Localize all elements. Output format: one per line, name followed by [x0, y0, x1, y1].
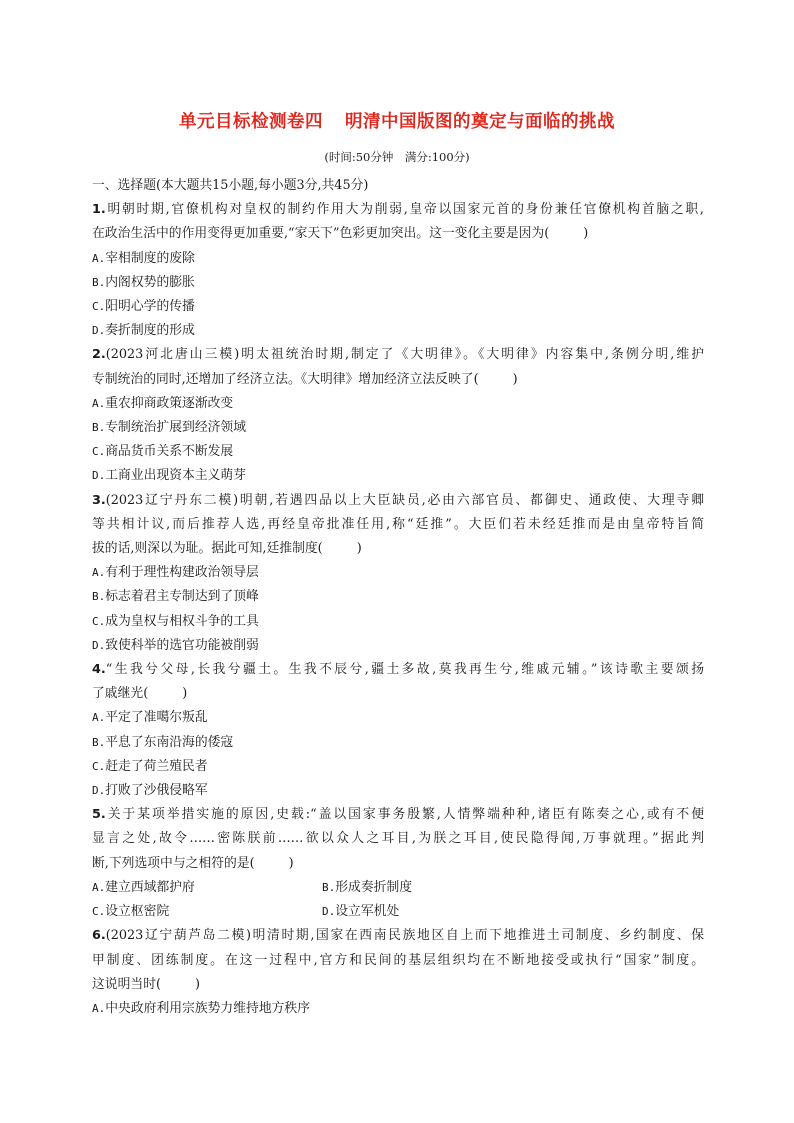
option-c: C.商品货币关系不断发展 — [92, 444, 234, 460]
question-4: 4.“生我兮父母,长我兮疆土。生我不辰兮,疆土多故,莫我再生兮,维戚元辅。”该诗歌主要颂扬 了戚继光( ) A.平定了准噶尔叛乱 B.平息了东南沿海的倭寇 C.赶走了荷兰殖民者 D.打败了沙俄侵略军 — [92, 658, 704, 803]
option-d: D.工商业出现资本主义萌芽 — [92, 468, 247, 484]
option-a: A.建立西域都护府 — [92, 879, 195, 895]
question-1: 1.明朝时期,官僚机构对皇权的制约作用大为削弱,皇帝以国家元首的身份兼任官僚机构首脑之职, 在政治生活中的作用变得更加重要,“家天下”色彩更加突出。这一变化主要是因为( ) A.宰相制度的废除 B.内阁权势的膨胀 C.阳明心学的传播 D.奏折制度的形成 — [92, 198, 704, 343]
option-a: A.有利于理性构建政治领导层 — [92, 565, 259, 581]
exam-info: (时间:50分钟 满分:100分) — [324, 150, 470, 164]
option-b: B.内阁权势的膨胀 — [92, 274, 195, 290]
option-c: C.成为皇权与相权斗争的工具 — [92, 613, 259, 629]
option-c: C.阳明心学的传播 — [92, 299, 195, 315]
question-list — [92, 174, 704, 1021]
option-d: D.打败了沙俄侵略军 — [92, 783, 208, 799]
question-6: 6.(2023辽宁葫芦岛二模)明清时期,国家在西南民族地区自上而下地推进土司制度、乡约制度、保 甲制度、团练制度。在这一过程中,官方和民间的基层组织均在不断地接受或执行“国家”制度。 这说明当时( ) A.中央政府利用宗族势力维持地方秩序 — [92, 924, 704, 1021]
section-heading: 一、选择题(本大题共15小题,每小题3分,共45分) — [92, 178, 369, 193]
option-a: A.平定了准噶尔叛乱 — [92, 710, 208, 726]
option-b: B.平息了东南沿海的倭寇 — [92, 734, 234, 750]
option-d: D.致使科举的选官功能被削弱 — [92, 637, 259, 653]
option-a: A.重农抑商政策逐渐改变 — [92, 395, 234, 411]
question-5: 5.关于某项举措实施的原因,史载:“盖以国家事务殷繁,人情弊端种种,诸臣有陈奏之心,或有不便 显言之处,故令……密陈朕前……欲以众人之耳目,为朕之耳目,使民隐得闻,万事就理。”据此判 断,下列选项中与之相符的是( ) A.建立西域都护府 B.形成奏折制度 C.设立枢密院 D.设立军机处 — [92, 803, 704, 924]
option-d: D.奏折制度的形成 — [92, 323, 195, 339]
option-a: A.宰相制度的废除 — [92, 250, 195, 266]
option-c: C.赶走了荷兰殖民者 — [92, 758, 208, 774]
option-d: D.设立军机处 — [322, 904, 400, 920]
question-3: 3.(2023辽宁丹东二模)明朝,若遇四品以上大臣缺员,必由六部官员、都御史、通政使、大理寺卿 等共相计议,而后推荐人选,再经皇帝批准任用,称“廷推”。大臣们若未经廷推而是由皇帝特旨简 拔的话,则深以为耻。据此可知,廷推制度( ) A.有利于理性构建政治领导层 B.标志着君主专制达到了顶峰 C.成为皇权与相权斗争的工具 D.致使科举的选官功能被削弱 — [92, 489, 704, 658]
option-a: A.中央政府利用宗族势力维持地方秩序 — [92, 1000, 310, 1016]
option-b: B.标志着君主专制达到了顶峰 — [92, 589, 259, 605]
page-title: 单元目标检测卷四 明清中国版图的奠定与面临的挑战 — [179, 112, 615, 132]
option-b: B.专制统治扩展到经济领域 — [92, 420, 247, 436]
option-b: B.形成奏折制度 — [322, 879, 413, 895]
question-2: 2.(2023河北唐山三模)明太祖统治时期,制定了《大明律》。《大明律》内容集中,条例分明,维护 专制统治的同时,还增加了经济立法。《大明律》增加经济立法反映了( ) A.重农抑商政策逐渐改变 B.专制统治扩展到经济领域 C.商品货币关系不断发展 D.工商业出现资本主义萌芽 — [92, 343, 704, 488]
option-c: C.设立枢密院 — [92, 904, 170, 920]
